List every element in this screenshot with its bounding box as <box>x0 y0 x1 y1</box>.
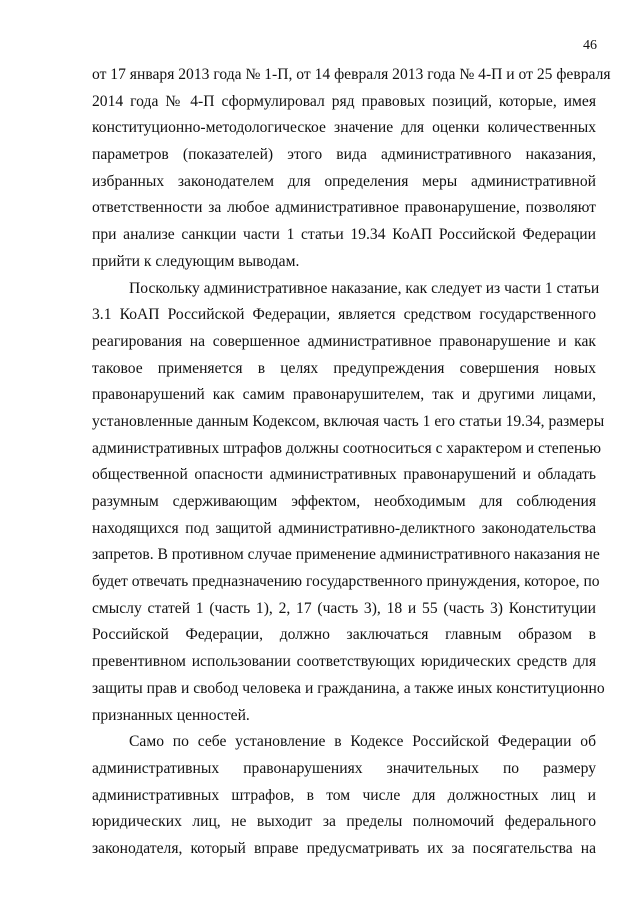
text-line: конституционно-методологическое значение для оценки количественных <box>92 119 596 137</box>
text-line: законодателя, который вправе предусматривать их за посягательства на <box>92 839 596 857</box>
text-line: административных штрафов, в том числе для должностных лиц и <box>92 786 596 804</box>
text-line: превентивном использовании соответствующих юридических средств для <box>92 653 596 671</box>
text-line: параметров (показателей) этого вида административного наказания, <box>92 146 596 164</box>
text-line: прийти к следующим выводам. <box>92 252 300 270</box>
text-line: установленные данным Кодексом, включая часть 1 его статьи 19.34, размеры <box>92 412 605 430</box>
text-line: правонарушений как самим правонарушителем, так и другими лицами, <box>92 386 596 404</box>
text-line: общественной опасности административных правонарушений и обладать <box>92 466 596 484</box>
text-line: будет отвечать предназначению государственного принуждения, которое, по <box>92 573 600 591</box>
text-line: защиты прав и свобод человека и гражданина, а также иных конституционно <box>92 679 605 697</box>
text-line: 2014 года № 4-П сформулировал ряд правовых позиций, которые, имея <box>92 92 596 110</box>
paragraph <box>92 729 596 862</box>
paragraph <box>92 276 605 730</box>
text-line: ответственности за любое административное правонарушение, позволяют <box>92 199 596 217</box>
text-line: реагирования на совершенное административное правонарушение и как <box>92 332 596 350</box>
text-line: избранных законодателем для определения меры административной <box>92 172 596 190</box>
text-line: смыслу статей 1 (часть 1), 2, 17 (часть 3), 18 и 55 (часть 3) Конституции <box>92 599 596 617</box>
text-line: Российской Федерации, должно заключаться главным образом в <box>92 626 596 644</box>
body-text <box>92 62 611 863</box>
text-line: юридических лиц, не выходит за пределы полномочий федерального <box>92 813 596 831</box>
text-line: находящихся под защитой административно-деликтного законодательства <box>92 519 596 537</box>
text-line: таковое применяется в целях предупреждения совершения новых <box>92 359 596 377</box>
paragraph <box>92 62 611 276</box>
text-line: запретов. В противном случае применение административного наказания не <box>92 546 600 564</box>
text-line: признанных ценностей. <box>92 706 250 724</box>
page-number: 46 <box>583 38 597 53</box>
text-line: Само по себе установление в Кодексе Российской Федерации об <box>129 733 596 751</box>
text-line: административных правонарушениях значительных по размеру <box>92 759 596 777</box>
text-line: от 17 января 2013 года № 1-П, от 14 февраля 2013 года № 4-П и от 25 февраля <box>92 66 611 83</box>
text-line: разумным сдерживающим эффектом, необходимым для соблюдения <box>92 493 596 510</box>
text-line: Поскольку административное наказание, как следует из части 1 статьи <box>129 279 600 297</box>
text-line: 3.1 КоАП Российской Федерации, является средством государственного <box>92 306 596 324</box>
text-line: при анализе санкции части 1 статьи 19.34 КоАП Российской Федерации <box>92 226 596 244</box>
text-line: административных штрафов должны соотноситься с характером и степенью <box>92 439 602 457</box>
